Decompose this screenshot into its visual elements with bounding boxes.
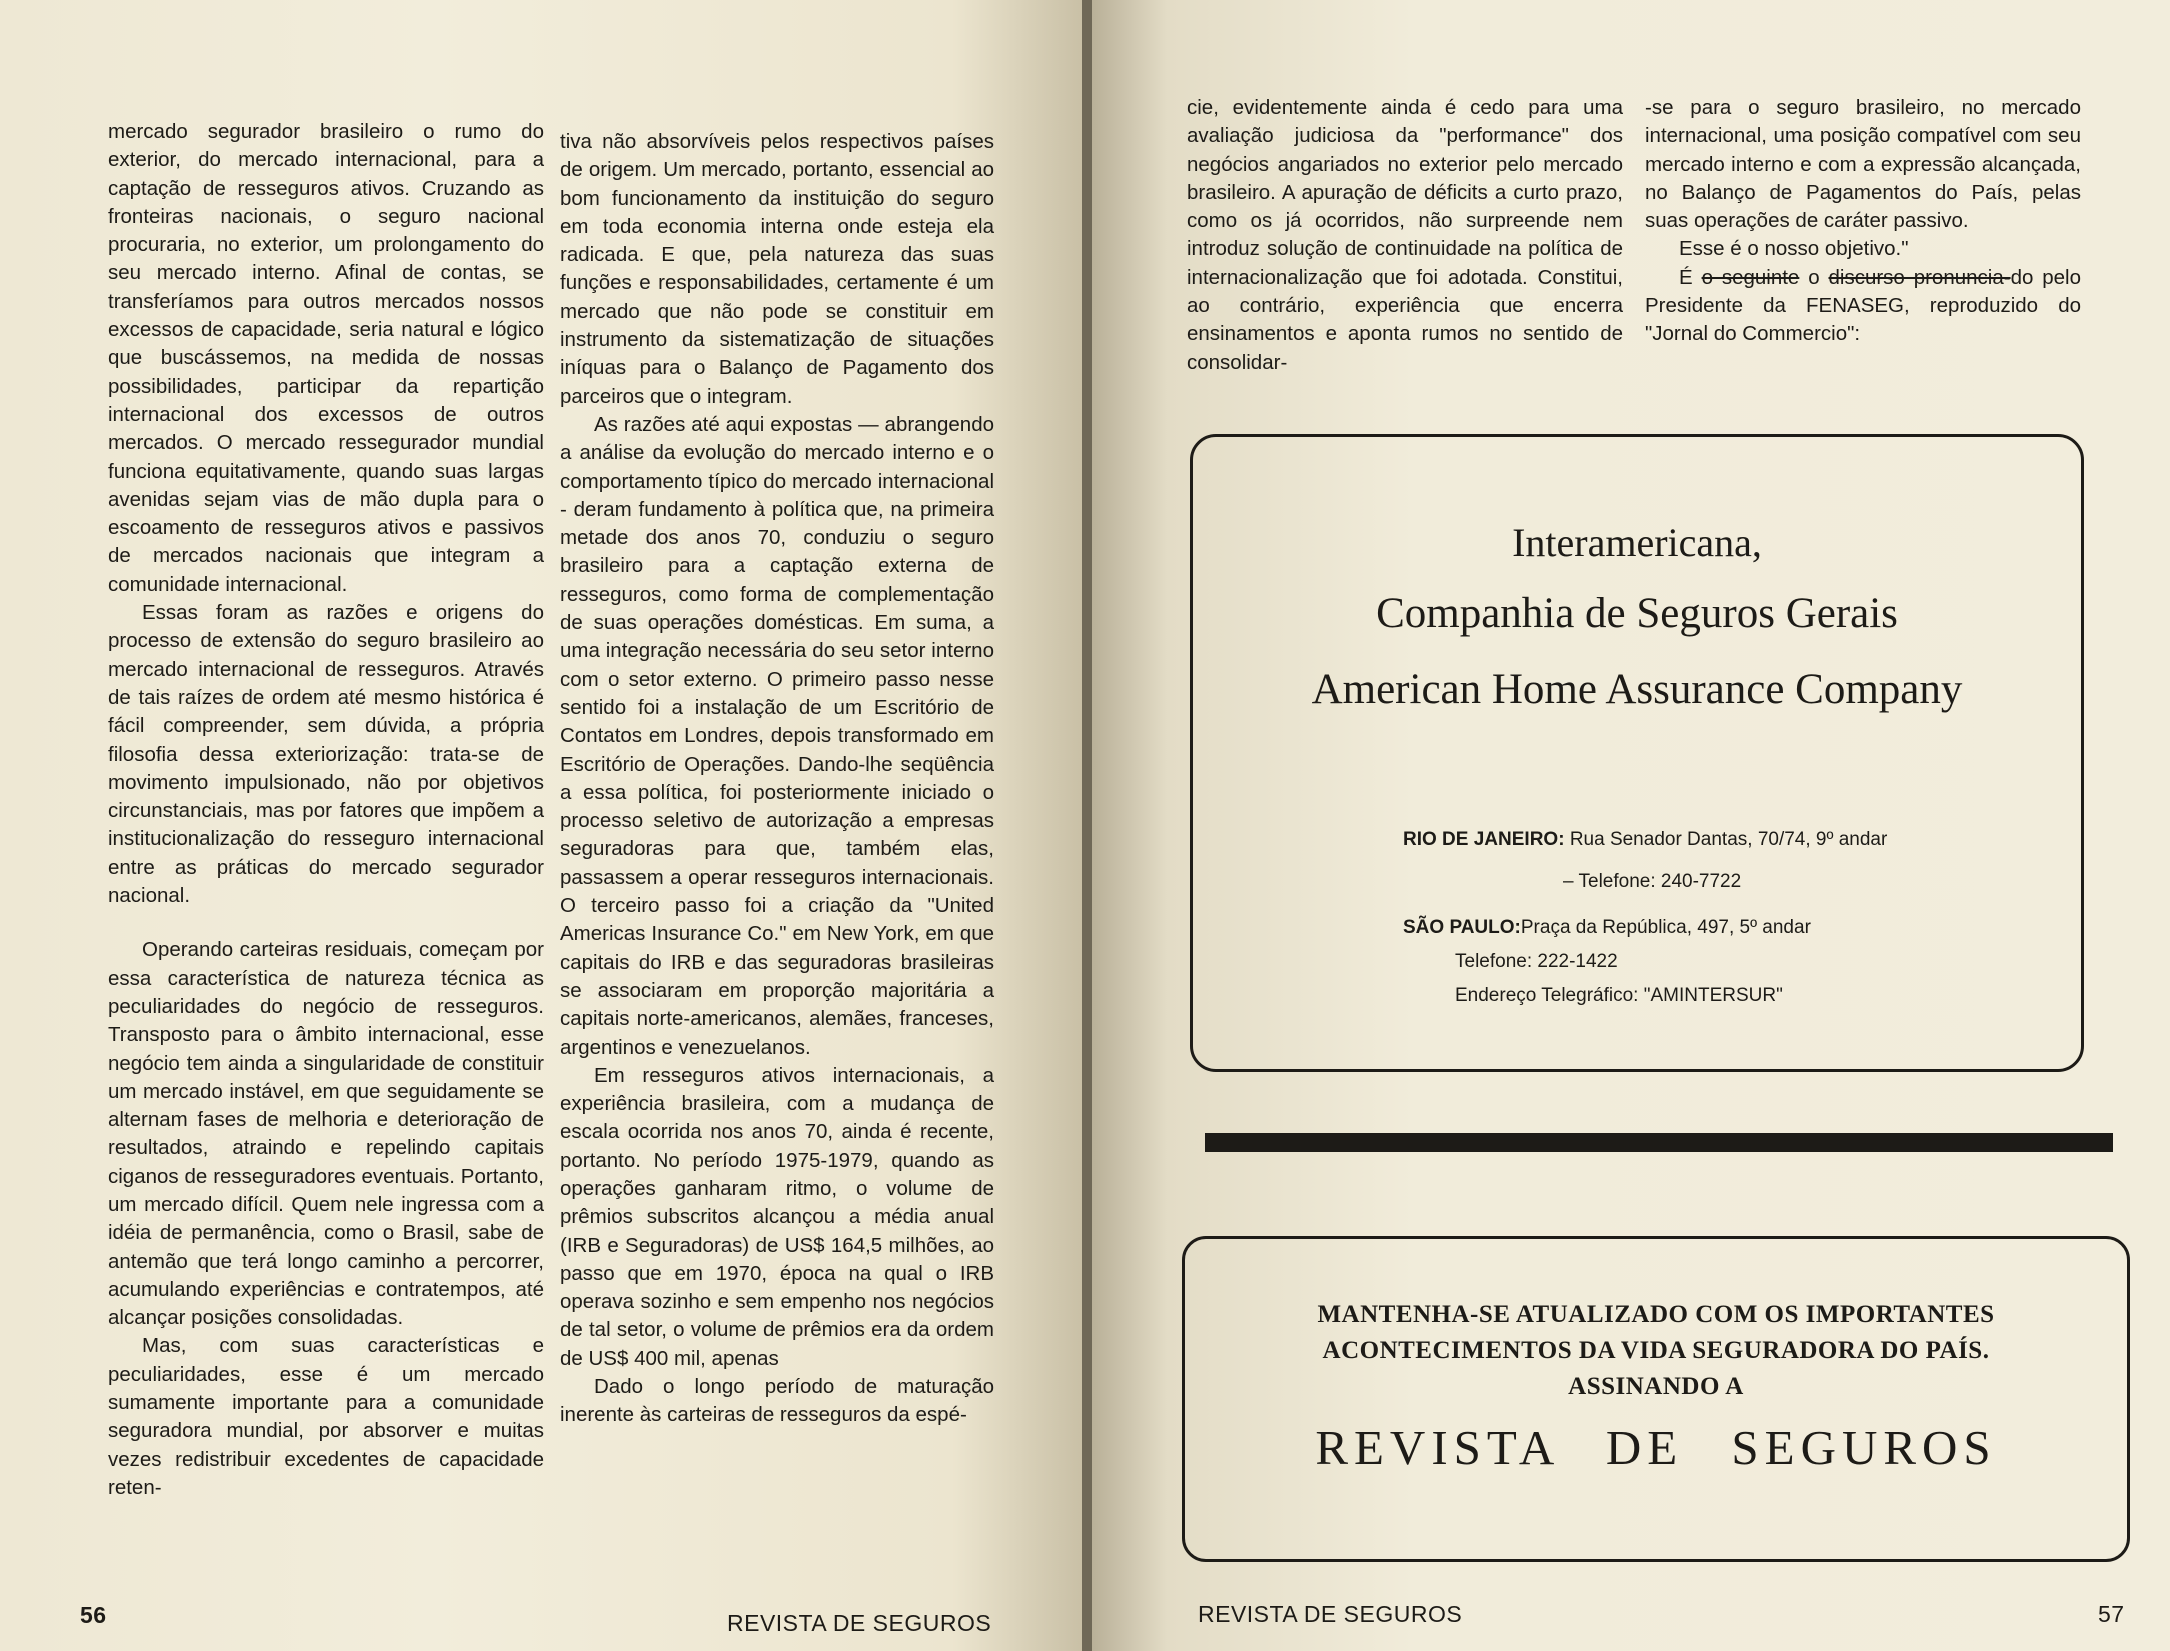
text-segment: o (1808, 265, 1820, 289)
advert-company-name: Interamericana, (1512, 520, 1762, 565)
subscription-line-2: ACONTECIMENTOS DA VIDA SEGURADORA DO PAÍS. (1322, 1337, 1990, 1364)
paragraph: tiva não absorvíveis pelos respectivos países de origem. Um mercado, portanto, essencial ao bom funcionamento da instituição do seguro em toda economia interna onde esteja ela radicada. E que, pela natureza das suas funções e responsabilidades, certamente é um mercado que não pode se constituir em instrumento da sistematização de situações iníquas para o Balanço de Pagamento dos parceiros que o integram. (560, 130, 994, 408)
paragraph: Dado o longo período de maturação inerente às carteiras de resseguros da espé- (560, 1375, 994, 1427)
advert-company-subtitle: Companhia de Seguros Gerais (1376, 590, 1898, 637)
advert-rio-phone: – Telefone: 240-7722 (1563, 871, 1742, 892)
paragraph: Essas foram as razões e origens do processo de extensão do seguro brasileiro ao mercado internacional de resseguros. Através de tais raízes de ordem até mesmo histórica é fácil compreender, sem dúvida, a própria filosofia dessa exteriorização: trata-se de movimento impulsionado, não por objetivos circunstanciais, mas por fatores que impõem a institucionalização do resseguro internacional entre as práticas do mercado segurador nacional. (108, 601, 544, 908)
paragraph: As razões até aqui expostas — abrangendo a análise da evolução do mercado interno e o comportamento típico do mercado internacional - deram fundamento à política que, na primeira metade dos anos 70, conduziu o seguro brasileiro para a captação externa de resseguros, como forma de complementação de suas operações domésticas. Em suma, a uma integração necessária do seu setor interno com o setor externo. O primeiro passo nesse sentido foi a instalação de um Escritório de Contatos em Londres, depois transformado em Escritório de Operações. Dando-lhe seqüência a essa política, foi posteriormente iniciado o processo seletivo de autorização a empresas seguradoras para que, também elas, passassem a operar resseguros internacionais. O terceiro passo foi a criação da "United Americas Insurance Co." em New York, em que capitais do IRB e das seguradoras brasileiras se associaram em proporção majoritária a capitais norte-americanos, alemães, franceses, argentinos e venezuelanos. (560, 412, 994, 1059)
left-column-2 (560, 128, 994, 1430)
left-column-1 (108, 118, 544, 1502)
page-number-left: 56 (80, 1602, 107, 1628)
paragraph (1645, 264, 2081, 349)
advert-sp-address: SÃO PAULO:Praça da República, 497, 5º andar (1403, 917, 1811, 938)
subscription-line-3: ASSINANDO A (1568, 1373, 1744, 1400)
divider-rule (1205, 1133, 2113, 1152)
page-number-right: 57 (2098, 1601, 2125, 1627)
paragraph: Esse é o nosso objetivo." (1679, 237, 1909, 261)
paragraph: -se para o seguro brasileiro, no mercado internacional, uma posição compatível com seu mercado interno e com a expressão alcançada, no Balanço de Pagamentos do País, pelas suas operações de caráter passivo. (1645, 96, 2081, 233)
running-title-right: REVISTA DE SEGUROS (1198, 1601, 1463, 1627)
struck-text: discurso pronuncia- (1828, 265, 2011, 289)
paragraph: Em resseguros ativos internacionais, a experiência brasileira, com a mudança de escala ocorrida nos anos 70, ainda é recente, portanto. No período 1975-1979, quando as operações ganharam ritmo, o volume de prêmios subscritos alcançou a média anual (IRB e Seguradoras) de US$ 164,5 milhões, ao passo que em 1970, época na qual o IRB operava sozinho e sem empenho nos negócios de tal setor, o volume de prêmios era da ordem de US$ 400 mil, apenas (560, 1063, 994, 1370)
magazine-title: REVISTA DE SEGUROS (1315, 1420, 1997, 1475)
left-page (0, 0, 1082, 1651)
advert-partner-company: American Home Assurance Company (1311, 666, 1963, 713)
advert-telegraph: Endereço Telegráfico: "AMINTERSUR" (1455, 985, 1783, 1006)
running-title-left: REVISTA DE SEGUROS (727, 1610, 992, 1636)
subscription-box (1182, 1236, 2130, 1562)
right-column-1 (1187, 94, 1623, 377)
text-segment: É (1679, 265, 1693, 289)
book-gutter (1082, 0, 1092, 1651)
text-segment: do pelo Presidente da FENASEG, reproduzido do "Jornal do Commercio": (1645, 265, 2082, 346)
advert-sp-phone: Telefone: 222-1422 (1455, 951, 1618, 972)
subscription-line-1: MANTENHA-SE ATUALIZADO COM OS IMPORTANTES (1317, 1301, 1995, 1328)
paragraph: Operando carteiras residuais, começam por essa característica de natureza técnica as peculiaridades do negócio de resseguros. Transposto para o âmbito internacional, esse negócio tem ainda a singularidade de constituir um mercado instável, em que seguidamente se alternam fases de melhoria e deterioração de resultados, atraindo e repelindo capitais ciganos de resseguradores eventuais. Portanto, um mercado difícil. Quem nele ingressa com a idéia de permanência, como o Brasil, sabe de antemão que terá longo caminho a percorrer, acumulando experiências e contratempos, até alcançar posições consolidadas. (108, 938, 544, 1330)
paragraph: Mas, com suas características e peculiaridades, esse é um mercado sumamente importante para a comunidade seguradora mundial, por absorver e muitas vezes redistribuir excedentes de capacidade reten- (108, 1334, 544, 1499)
paragraph: mercado segurador brasileiro o rumo do exterior, do mercado internacional, para a captação de resseguros ativos. Cruzando as fronteiras nacionais, o seguro nacional procuraria, no exterior, um prolongamento do seu mercado interno. Afinal de contas, se transferíamos para outros mercados nossos excessos de capacidade, seria natural e lógico que buscássemos, na medida de nossas possibilidades, participar da repartição internacional dos excessos de outros mercados. O mercado ressegurador mundial funciona equitativamente, quando suas largas avenidas sejam vias de mão dupla para o escoamento de resseguros ativos e passivos de mercados nacionais que integram a comunidade internacional. (108, 120, 544, 596)
insurer-advertisement (1190, 434, 2084, 1072)
struck-text: o seguinte (1701, 265, 1800, 289)
paragraph: cie, evidentemente ainda é cedo para uma avaliação judiciosa da "performance" dos negócios angariados no exterior pelo mercado brasileiro. A apuração de déficits a curto prazo, como os já ocorridos, não surpreende nem introduz solução de continuidade na política de internacionalização que foi adotada. Constitui, ao contrário, experiência que encerra ensinamentos e aponta rumos no sentido de consolidar- (1187, 96, 1623, 374)
advert-rio-address: RIO DE JANEIRO: Rua Senador Dantas, 70/74, 9º andar (1403, 829, 1888, 850)
right-column-2 (1645, 94, 2081, 349)
